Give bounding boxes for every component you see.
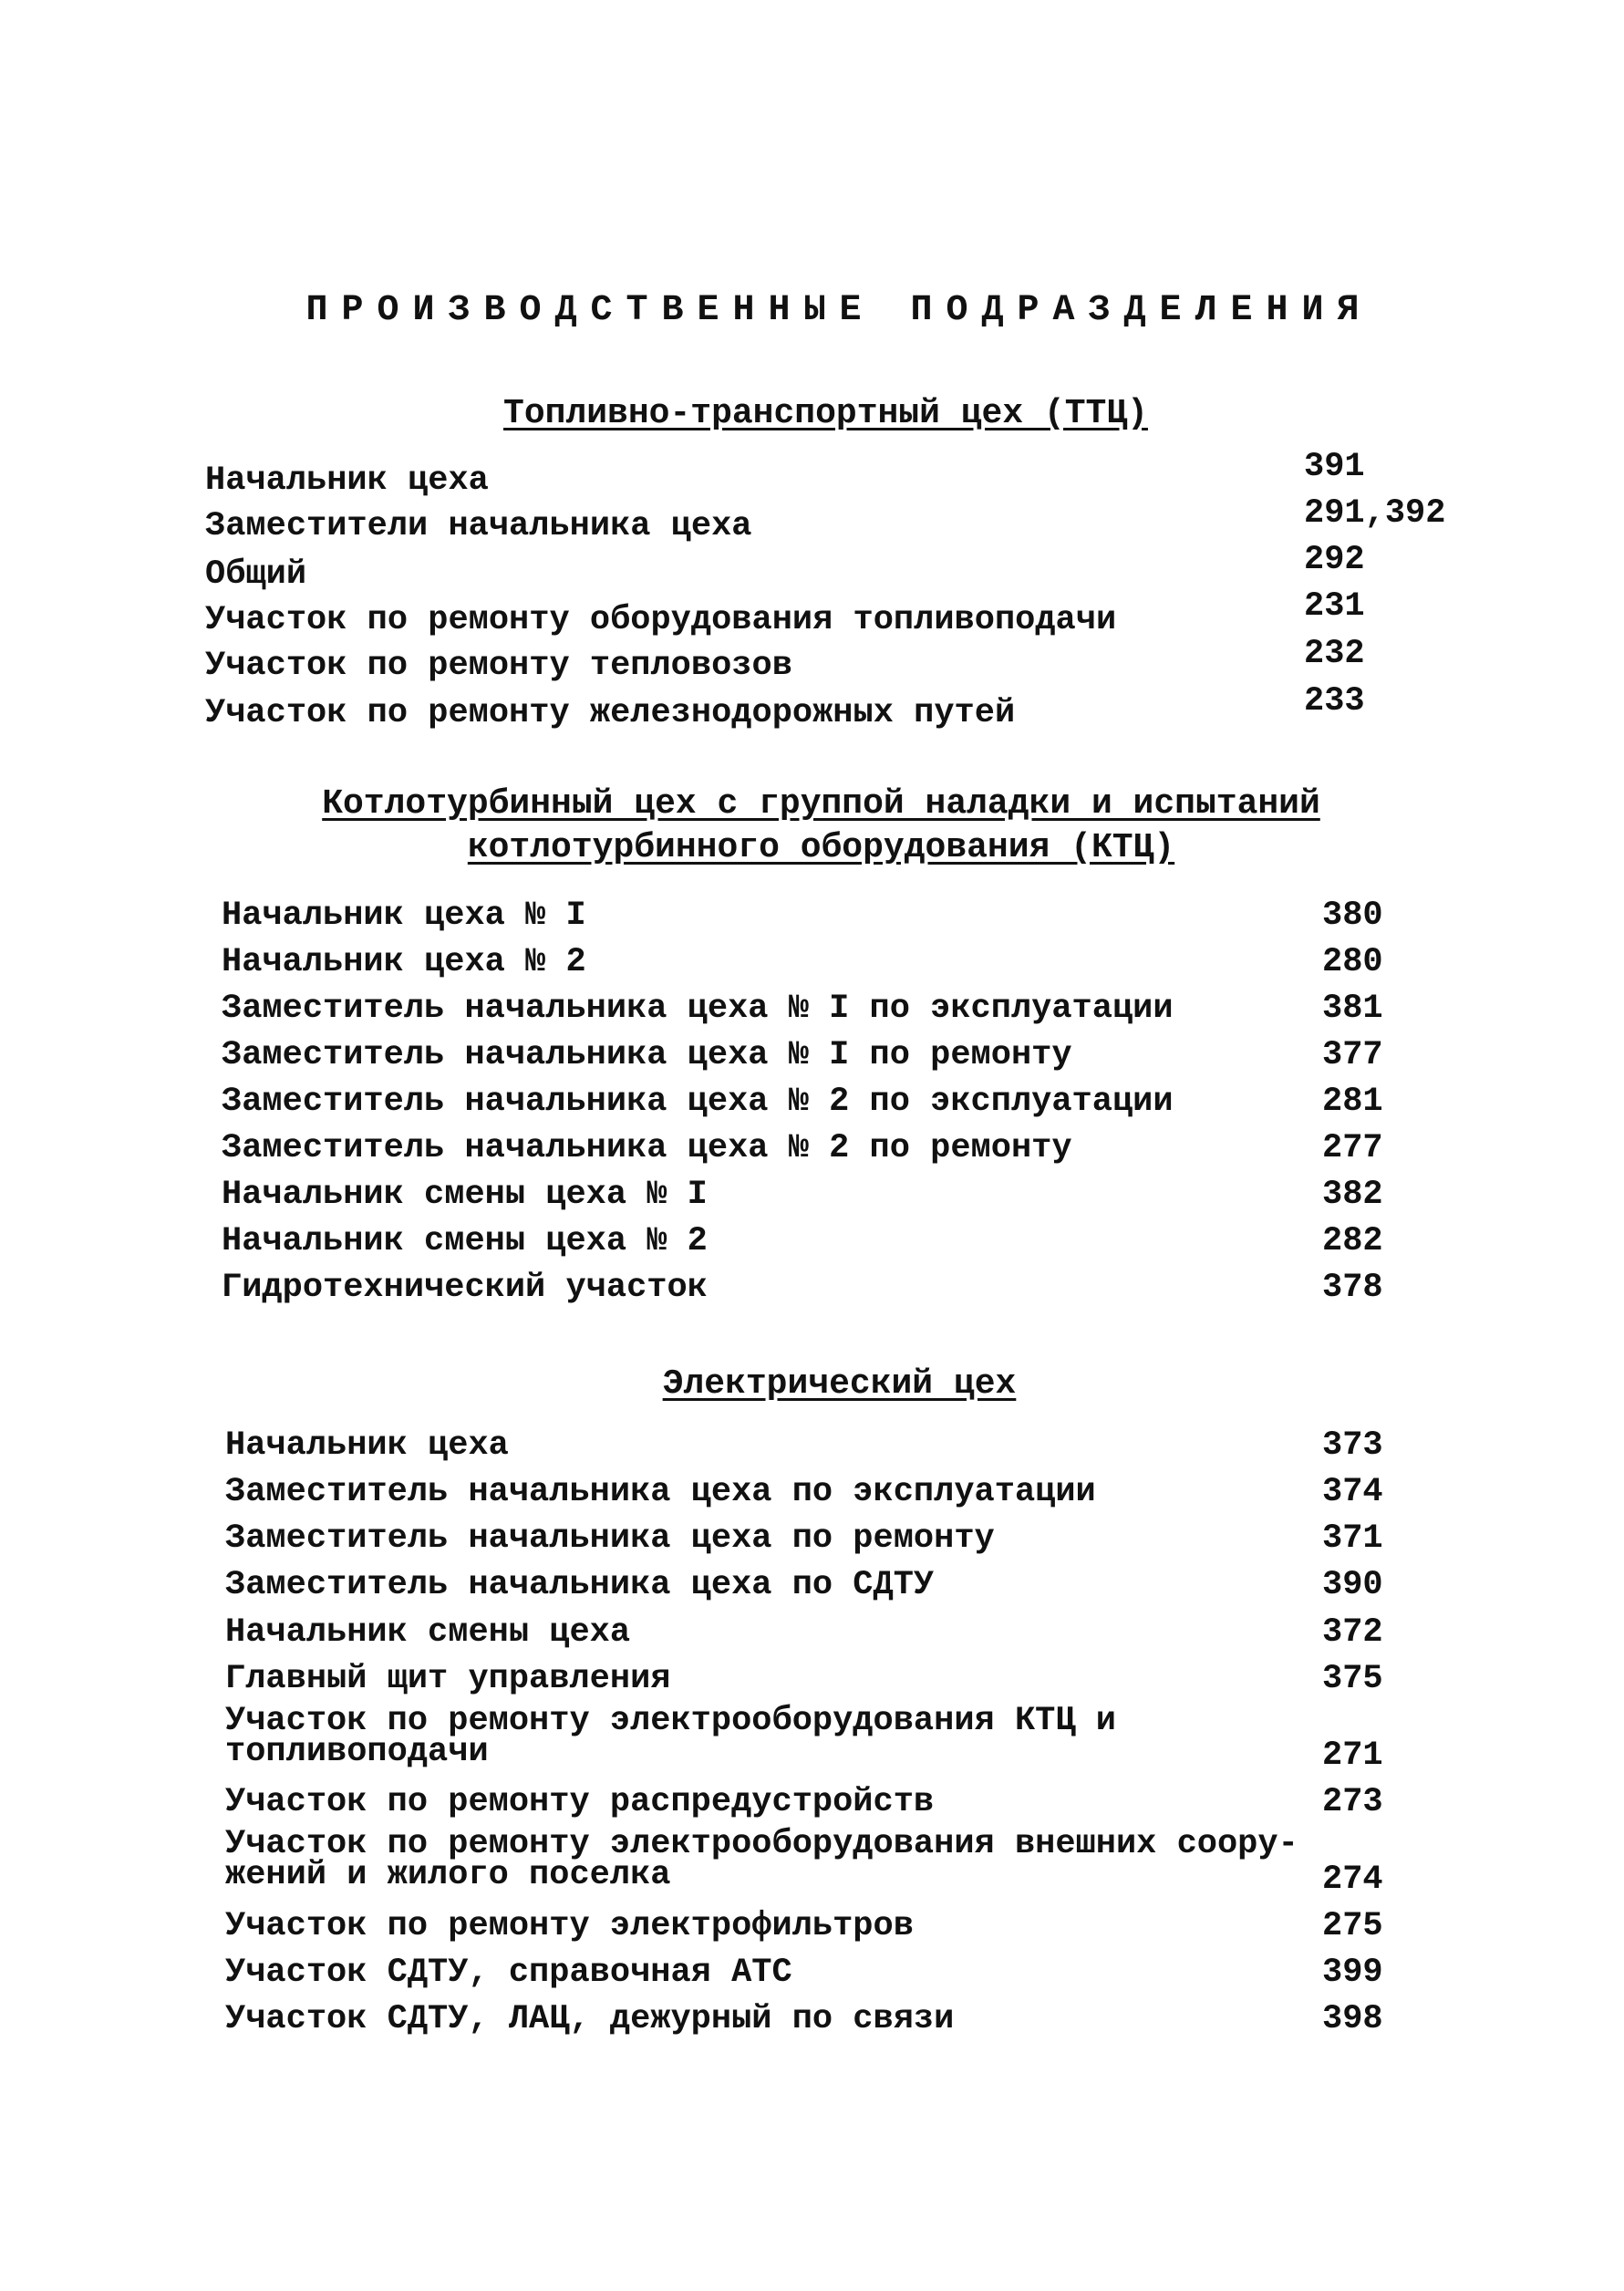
section-title-line-2: котлотурбинного оборудования (КТЦ) bbox=[467, 828, 1175, 867]
list-item-number: 232 bbox=[1304, 635, 1365, 673]
item-label: Участок по ремонту оборудования топливоподачи bbox=[205, 601, 1117, 639]
list-item-number: 291,392 bbox=[1304, 494, 1446, 533]
section-title: Топливно-транспортный цех (ТТЦ) bbox=[503, 394, 1148, 433]
item-label: Заместители начальника цеха bbox=[205, 507, 752, 545]
list-item-number: 391 bbox=[1304, 448, 1365, 486]
list-item-number: 233 bbox=[1304, 682, 1365, 720]
section-title-line-1: Котлотурбинный цех с группой наладки и испытаний bbox=[322, 784, 1320, 824]
list-item-number: 231 bbox=[1304, 587, 1365, 626]
section-ttc bbox=[0, 392, 1624, 436]
item-label: Общий bbox=[205, 555, 307, 594]
item-label: Участок по ремонту железнодорожных путей bbox=[205, 694, 1016, 732]
page-title: ПРОИЗВОДСТВЕННЫЕ ПОДРАЗДЕЛЕНИЯ bbox=[305, 290, 1373, 331]
section-electrical bbox=[0, 1363, 1624, 1406]
section-ktc bbox=[0, 783, 1624, 870]
item-label: Начальник цеха bbox=[205, 461, 489, 500]
item-label: Участок по ремонту тепловозов bbox=[205, 647, 792, 685]
section-title: Электрический цех bbox=[662, 1364, 1017, 1404]
list-item-number: 292 bbox=[1304, 541, 1365, 579]
